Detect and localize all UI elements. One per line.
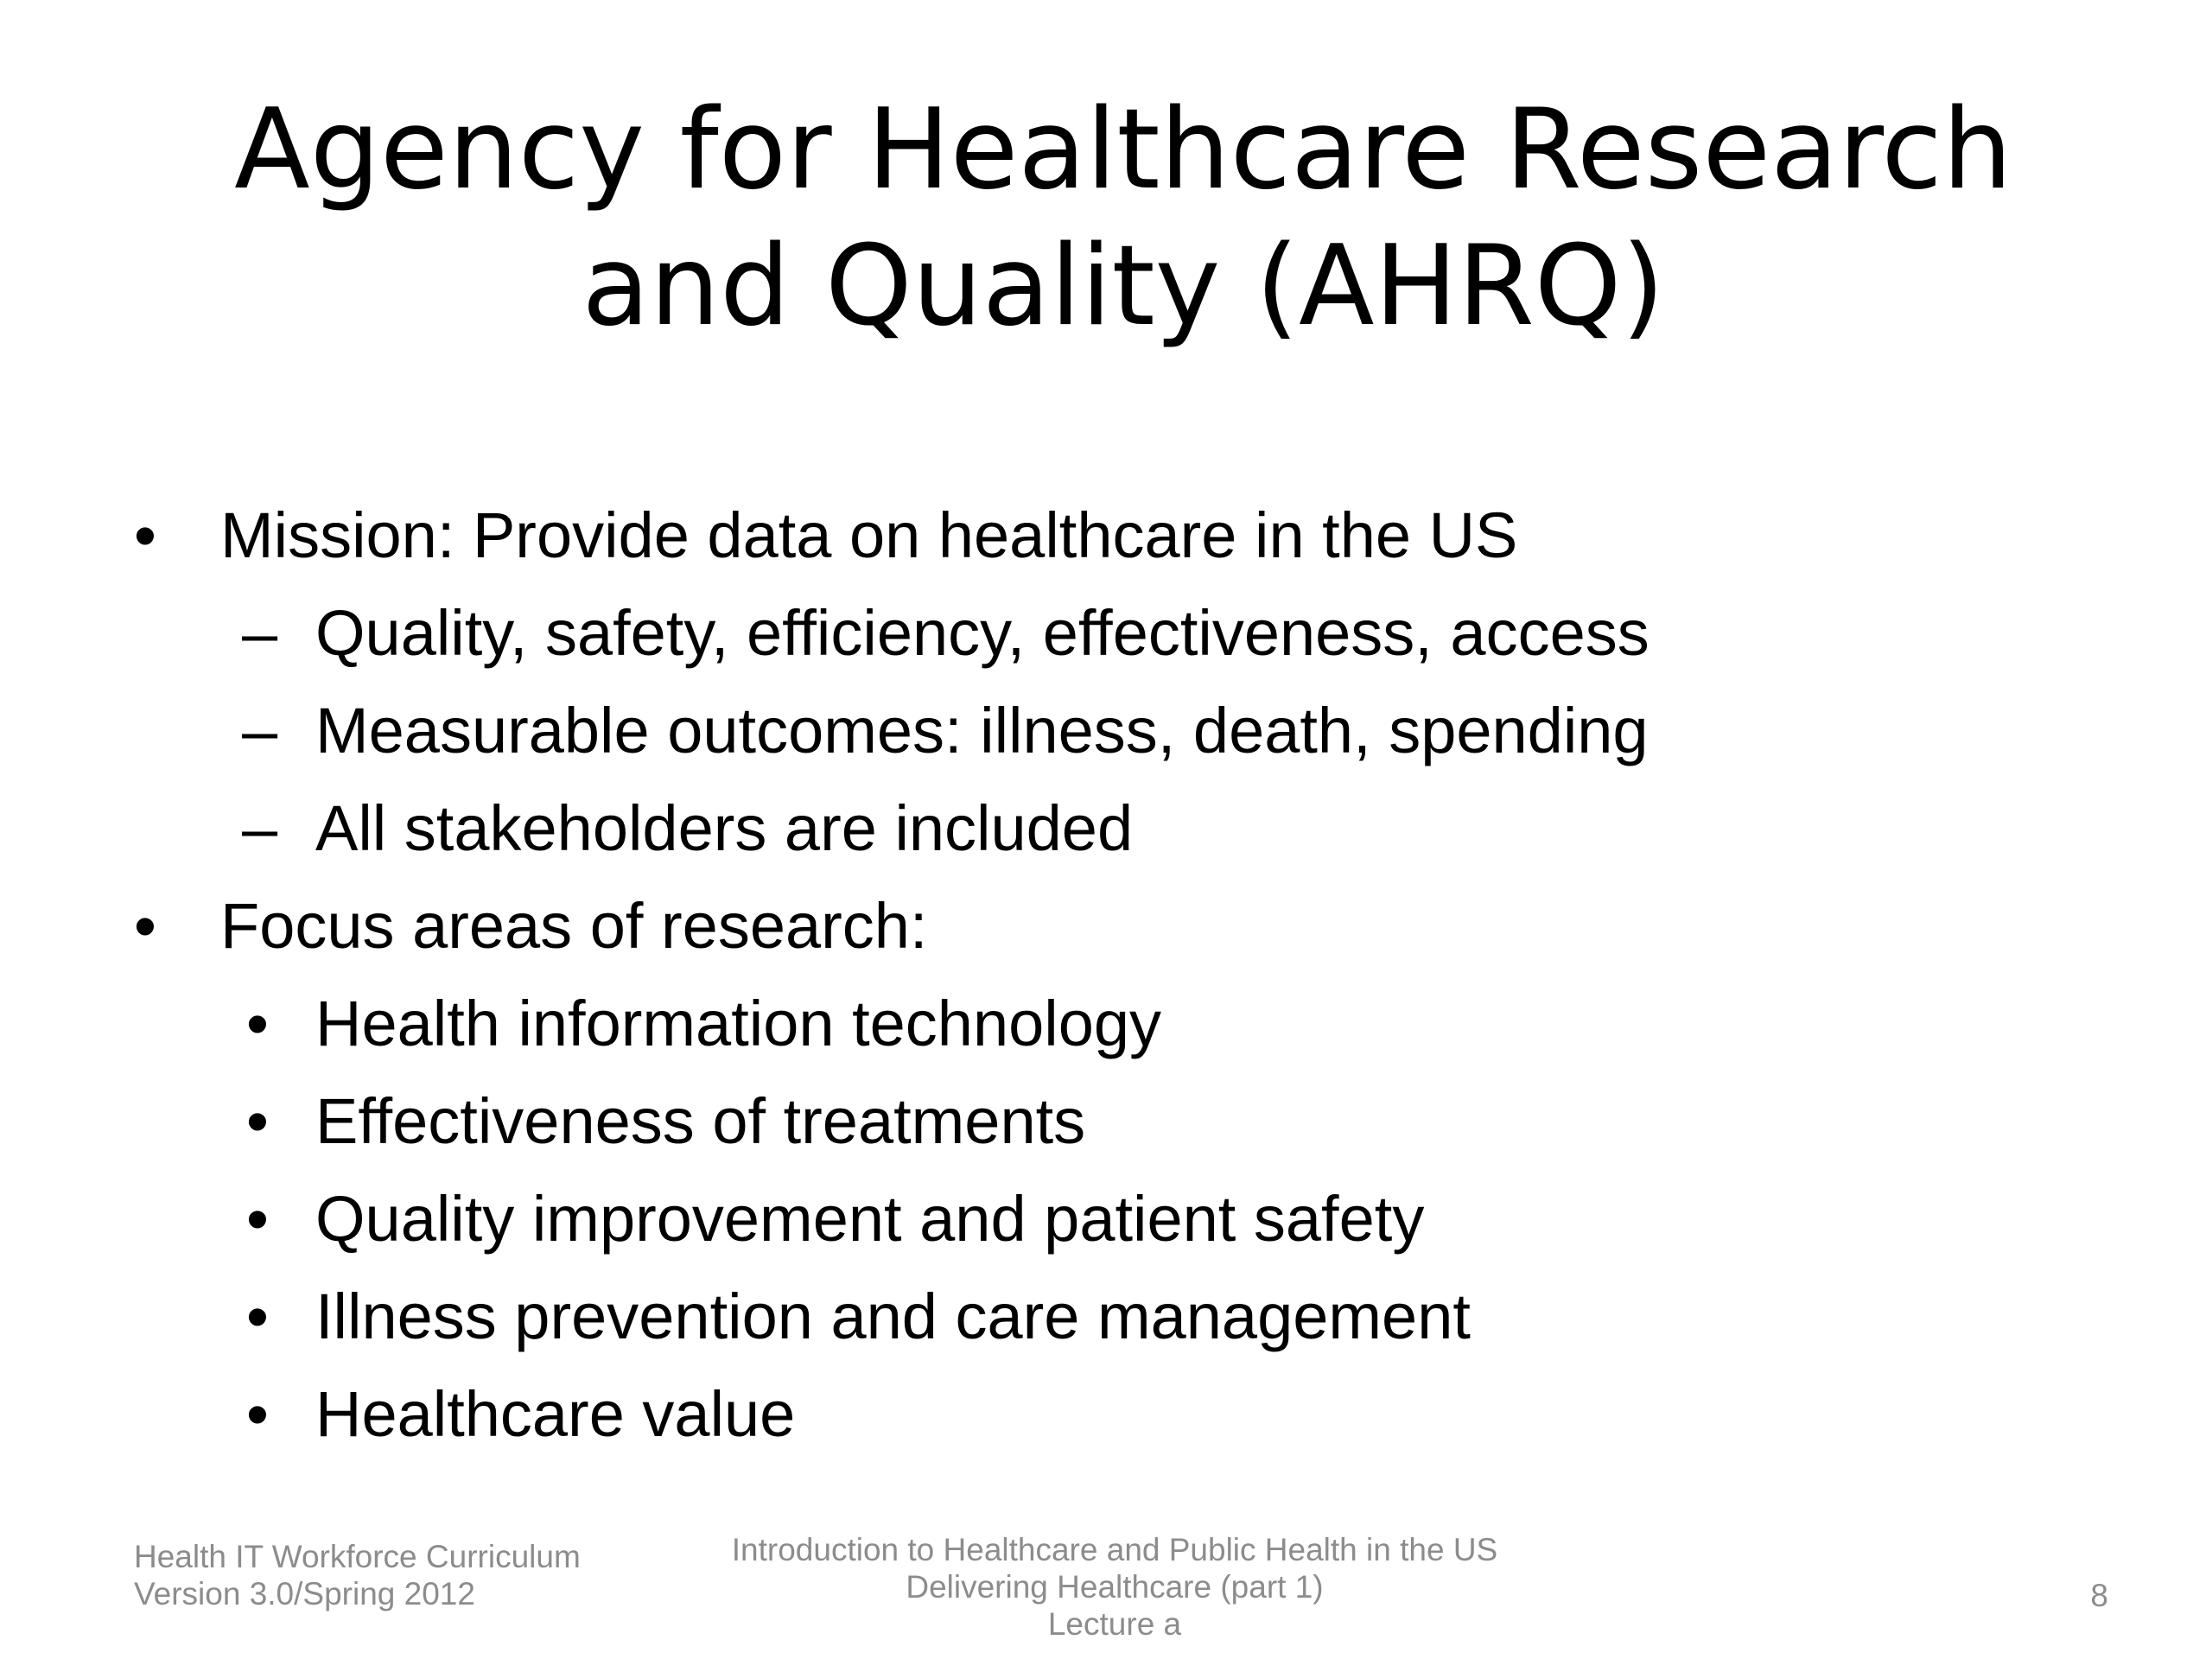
bullet-marker: • <box>246 988 269 1059</box>
footer-course-line: Introduction to Healthcare and Public Health in the US <box>731 1532 1498 1567</box>
bullet-marker: • <box>246 1085 269 1157</box>
sub-item-text: All stakeholders are included <box>315 792 1134 864</box>
sub-item-text: Quality, safety, efficiency, effectiveness, access <box>315 597 1649 669</box>
sub-item-outcomes <box>134 692 2121 790</box>
sub-item-stakeholders <box>134 790 2121 887</box>
sub-item-effectiveness <box>134 1083 2121 1180</box>
sub-item-health-it <box>134 985 2121 1083</box>
bullet-marker: • <box>246 1183 269 1255</box>
dash-marker: – <box>242 597 278 669</box>
bullet-item-focus-areas <box>134 887 2121 985</box>
bullet-marker: • <box>134 499 156 571</box>
bullet-text: Mission: Provide data on healthcare in the US <box>220 499 1518 571</box>
footer-unit-line: Delivering Healthcare (part 1) <box>906 1569 1324 1605</box>
slide-title-line-2: and Quality (AHRQ) <box>582 222 1665 351</box>
page-number: 8 <box>2090 1578 2108 1613</box>
footer-curriculum <box>134 1538 581 1612</box>
sub-item-text: Healthcare value <box>315 1378 796 1450</box>
sub-item-text: Effectiveness of treatments <box>315 1085 1086 1157</box>
dash-marker: – <box>242 695 278 766</box>
bullet-text: Focus areas of research: <box>220 890 928 962</box>
bullet-marker: • <box>246 1378 269 1450</box>
sub-item-text: Illness prevention and care management <box>315 1281 1471 1352</box>
footer-course-info <box>683 1531 1547 1643</box>
sub-item-text: Quality improvement and patient safety <box>315 1183 1425 1255</box>
slide-title-line-1: Agency for Healthcare Research <box>234 86 2012 214</box>
sub-item-illness-prevention <box>134 1278 2121 1376</box>
sub-item-text: Measurable outcomes: illness, death, spending <box>315 695 1649 766</box>
sub-item-healthcare-value <box>134 1376 2121 1473</box>
bullet-item-mission <box>134 497 2121 594</box>
bullet-list <box>134 497 2121 1473</box>
footer-curriculum-line: Health IT Workforce Curriculum <box>134 1539 581 1574</box>
sub-item-text: Health information technology <box>315 988 1162 1059</box>
dash-marker: – <box>242 792 278 864</box>
bullet-marker: • <box>246 1281 269 1352</box>
sub-item-quality-improvement <box>134 1180 2121 1278</box>
footer-version-line: Version 3.0/Spring 2012 <box>134 1576 475 1611</box>
footer-lecture-line: Lecture a <box>1047 1606 1182 1642</box>
slide-title <box>138 82 2108 355</box>
sub-item-quality <box>134 594 2121 692</box>
bullet-marker: • <box>134 890 156 962</box>
